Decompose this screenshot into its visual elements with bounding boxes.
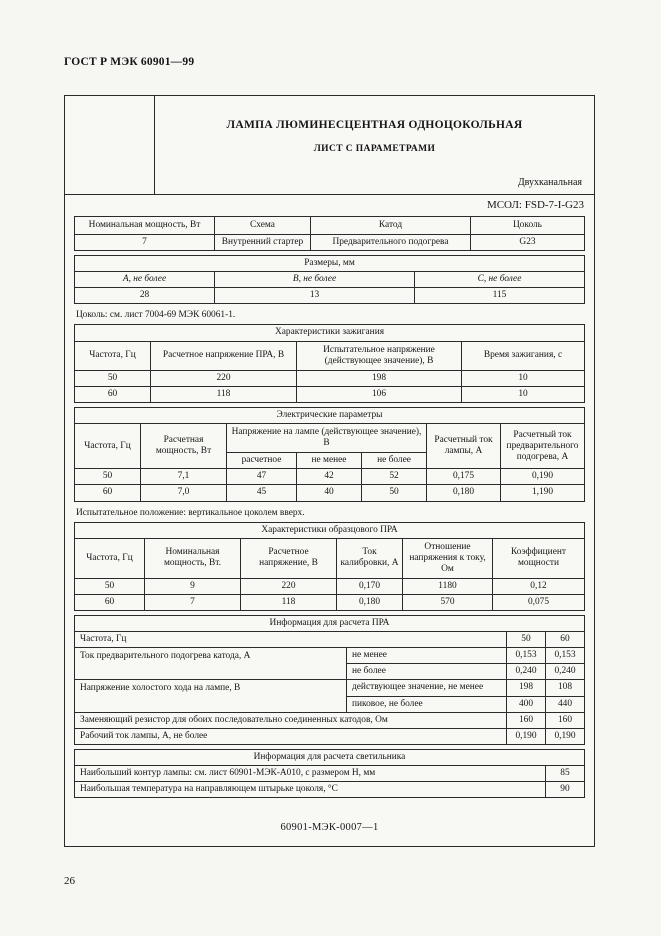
table-cell: 42	[297, 469, 362, 485]
table-cell: 0,190	[545, 728, 584, 744]
column-subheader: не менее	[297, 453, 362, 469]
table-row	[75, 235, 585, 251]
section-title-dimensions: Размеры, мм	[75, 256, 585, 272]
section-title-row	[75, 616, 585, 632]
table-cell: 90	[545, 782, 584, 798]
section-title-reference-ballast: Характеристики образцового ПРА	[75, 522, 585, 538]
table-cell: 10	[462, 386, 585, 402]
table-row	[75, 594, 585, 610]
row-label: Наибольший контур лампы: см. лист 60901-МЭК-А010, с размером H, мм	[75, 765, 546, 781]
table-row	[75, 680, 585, 696]
title-block-empty-cell	[65, 96, 155, 194]
section-title-row	[75, 749, 585, 765]
table-cell: 0,175	[427, 469, 501, 485]
column-header: Частота, Гц	[75, 341, 151, 370]
table-cell: 60	[75, 485, 141, 501]
table-cell: 13	[215, 288, 415, 304]
table-cell: 50	[75, 469, 141, 485]
lamp-info-table	[74, 216, 585, 251]
section-title-row	[75, 256, 585, 272]
table-cell: 10	[462, 370, 585, 386]
row-sublabel: не более	[347, 664, 507, 680]
table-cell: 52	[362, 469, 427, 485]
column-header: Цоколь	[471, 217, 585, 235]
column-header: Катод	[311, 217, 471, 235]
table-cell: 7,0	[141, 485, 227, 501]
table-cell: 0,240	[545, 664, 584, 680]
msol-code: МСОЛ: FSD-7-I-G23	[486, 199, 584, 211]
section-title-ignition: Характеристики зажигания	[75, 325, 585, 341]
column-header: В, не более	[215, 272, 415, 288]
table-cell: 0,153	[545, 648, 584, 664]
table-cell: 7	[145, 594, 241, 610]
table-row	[75, 712, 585, 728]
column-header: Номинальная мощность, Вт	[75, 217, 215, 235]
table-cell: 28	[75, 288, 215, 304]
table-cell: Внутренний стартер	[215, 235, 311, 251]
sheet-content	[65, 216, 594, 798]
table-cell: 0,190	[506, 728, 545, 744]
table-cell: 50	[506, 632, 545, 648]
table-row	[75, 578, 585, 594]
row-label: Рабочий ток лампы, А, не более	[75, 728, 507, 744]
column-header: Схема	[215, 217, 311, 235]
table-cell: 40	[297, 485, 362, 501]
table-cell: 108	[545, 680, 584, 696]
table-cell: 85	[545, 765, 584, 781]
column-header: Номинальная мощность, Вт.	[145, 538, 241, 578]
title-block	[65, 96, 594, 195]
table-cell: 0,153	[506, 648, 545, 664]
column-header: Отношение напряжения к току, Ом	[403, 538, 493, 578]
table-cell: 50	[75, 578, 145, 594]
table-cell: 1,190	[501, 485, 585, 501]
electrical-parameters-table	[74, 407, 585, 502]
table-header-row	[75, 272, 585, 288]
table-cell: 0,190	[501, 469, 585, 485]
table-row	[75, 648, 585, 664]
table-row	[75, 469, 585, 485]
ignition-table	[74, 324, 585, 402]
title-block-main-cell	[155, 96, 594, 194]
document-subtitle: ЛИСТ С ПАРАМЕТРАМИ	[313, 144, 436, 154]
table-cell: 160	[545, 712, 584, 728]
table-cell: Предварительного подогрева	[311, 235, 471, 251]
table-row	[75, 386, 585, 402]
test-position-note: Испытательное положение: вертикальное цоколем вверх.	[76, 507, 305, 518]
section-title-electrical: Электрические параметры	[75, 407, 585, 423]
section-title-row	[75, 325, 585, 341]
table-cell: 570	[403, 594, 493, 610]
row-label: Частота, Гц	[75, 632, 507, 648]
column-header: А, не более	[75, 272, 215, 288]
table-cell: 0,180	[427, 485, 501, 501]
section-title-row	[75, 522, 585, 538]
reference-ballast-table	[74, 522, 585, 612]
table-cell: 0,075	[493, 594, 585, 610]
table-cell: 47	[227, 469, 297, 485]
cap-reference-note: Цоколь: см. лист 7004-69 МЭК 60061-1.	[76, 310, 236, 321]
table-cell: 198	[297, 370, 462, 386]
page-number: 26	[64, 875, 75, 887]
table-cell: 50	[75, 370, 151, 386]
section-title-ballast-calc: Информация для расчета ПРА	[75, 616, 585, 632]
table-cell: 0,170	[337, 578, 403, 594]
table-row	[75, 765, 585, 781]
row-label: Заменяющий резистор для обоих последовательно соединенных катодов, Ом	[75, 712, 507, 728]
table-header-row	[75, 424, 585, 453]
table-cell: 118	[241, 594, 337, 610]
table-cell: 115	[415, 288, 585, 304]
column-header: Частота, Гц	[75, 538, 145, 578]
table-cell: 106	[297, 386, 462, 402]
table-row	[75, 370, 585, 386]
table-cell: 60	[545, 632, 584, 648]
column-header: С, не более	[415, 272, 585, 288]
section-title-row	[75, 407, 585, 423]
row-label: Ток предварительного подогрева катода, А	[75, 648, 347, 680]
table-cell: 0,12	[493, 578, 585, 594]
table-header-row	[75, 217, 585, 235]
column-header: Расчетный ток лампы, А	[427, 424, 501, 469]
table-row	[75, 782, 585, 798]
table-cell: 220	[151, 370, 297, 386]
row-label: Напряжение холостого хода на лампе, В	[75, 680, 347, 712]
column-header-group: Напряжение на лампе (действующее значение), В	[227, 424, 427, 453]
section-title-luminaire-calc: Информация для расчета светильника	[75, 749, 585, 765]
table-cell: 60	[75, 594, 145, 610]
table-row	[75, 632, 585, 648]
table-cell: 0,180	[337, 594, 403, 610]
row-sublabel: не менее	[347, 648, 507, 664]
sheet-code-footer: 60901-МЭК-0007—1	[280, 822, 379, 833]
table-row	[75, 288, 585, 304]
table-cell: 1180	[403, 578, 493, 594]
table-header-row	[75, 538, 585, 578]
table-row	[75, 728, 585, 744]
column-subheader: не более	[362, 453, 427, 469]
table-cell: 440	[545, 696, 584, 712]
dimensions-table	[74, 255, 585, 304]
column-header: Время зажигания, с	[462, 341, 585, 370]
table-cell: 45	[227, 485, 297, 501]
column-header: Испытательное напряжение (действующее значение), В	[297, 341, 462, 370]
table-cell: 160	[506, 712, 545, 728]
table-cell: 220	[241, 578, 337, 594]
standard-reference: ГОСТ Р МЭК 60901—99	[64, 56, 195, 68]
table-cell: 7,1	[141, 469, 227, 485]
column-header: Расчетная мощность, Вт	[141, 424, 227, 469]
table-row	[75, 485, 585, 501]
luminaire-calc-table	[74, 749, 585, 798]
table-cell: 198	[506, 680, 545, 696]
table-cell: 60	[75, 386, 151, 402]
column-header: Коэффициент мощности	[493, 538, 585, 578]
column-header: Ток калибровки, А	[337, 538, 403, 578]
row-sublabel: пиковое, не более	[347, 696, 507, 712]
table-header-row	[75, 341, 585, 370]
table-cell: 118	[151, 386, 297, 402]
column-header: Расчетное напряжение, В	[241, 538, 337, 578]
table-cell: 9	[145, 578, 241, 594]
column-header: Расчетное напряжение ПРА, В	[151, 341, 297, 370]
column-subheader: расчетное	[227, 453, 297, 469]
ballast-calc-table	[74, 615, 585, 745]
column-header: Частота, Гц	[75, 424, 141, 469]
row-sublabel: действующее значение, не менее	[347, 680, 507, 696]
table-cell: 7	[75, 235, 215, 251]
table-cell: 0,240	[506, 664, 545, 680]
column-header: Расчетный ток предварительного подогрева, А	[501, 424, 585, 469]
sheet-frame	[64, 95, 595, 847]
table-cell: G23	[471, 235, 585, 251]
document-title: ЛАМПА ЛЮМИНЕСЦЕНТНАЯ ОДНОЦОКОЛЬНАЯ	[226, 119, 523, 131]
table-cell: 50	[362, 485, 427, 501]
table-cell: 400	[506, 696, 545, 712]
channel-type-label: Двухканальная	[517, 177, 582, 188]
row-label: Наибольшая температура на направляющем штырьке цоколя, °С	[75, 782, 546, 798]
